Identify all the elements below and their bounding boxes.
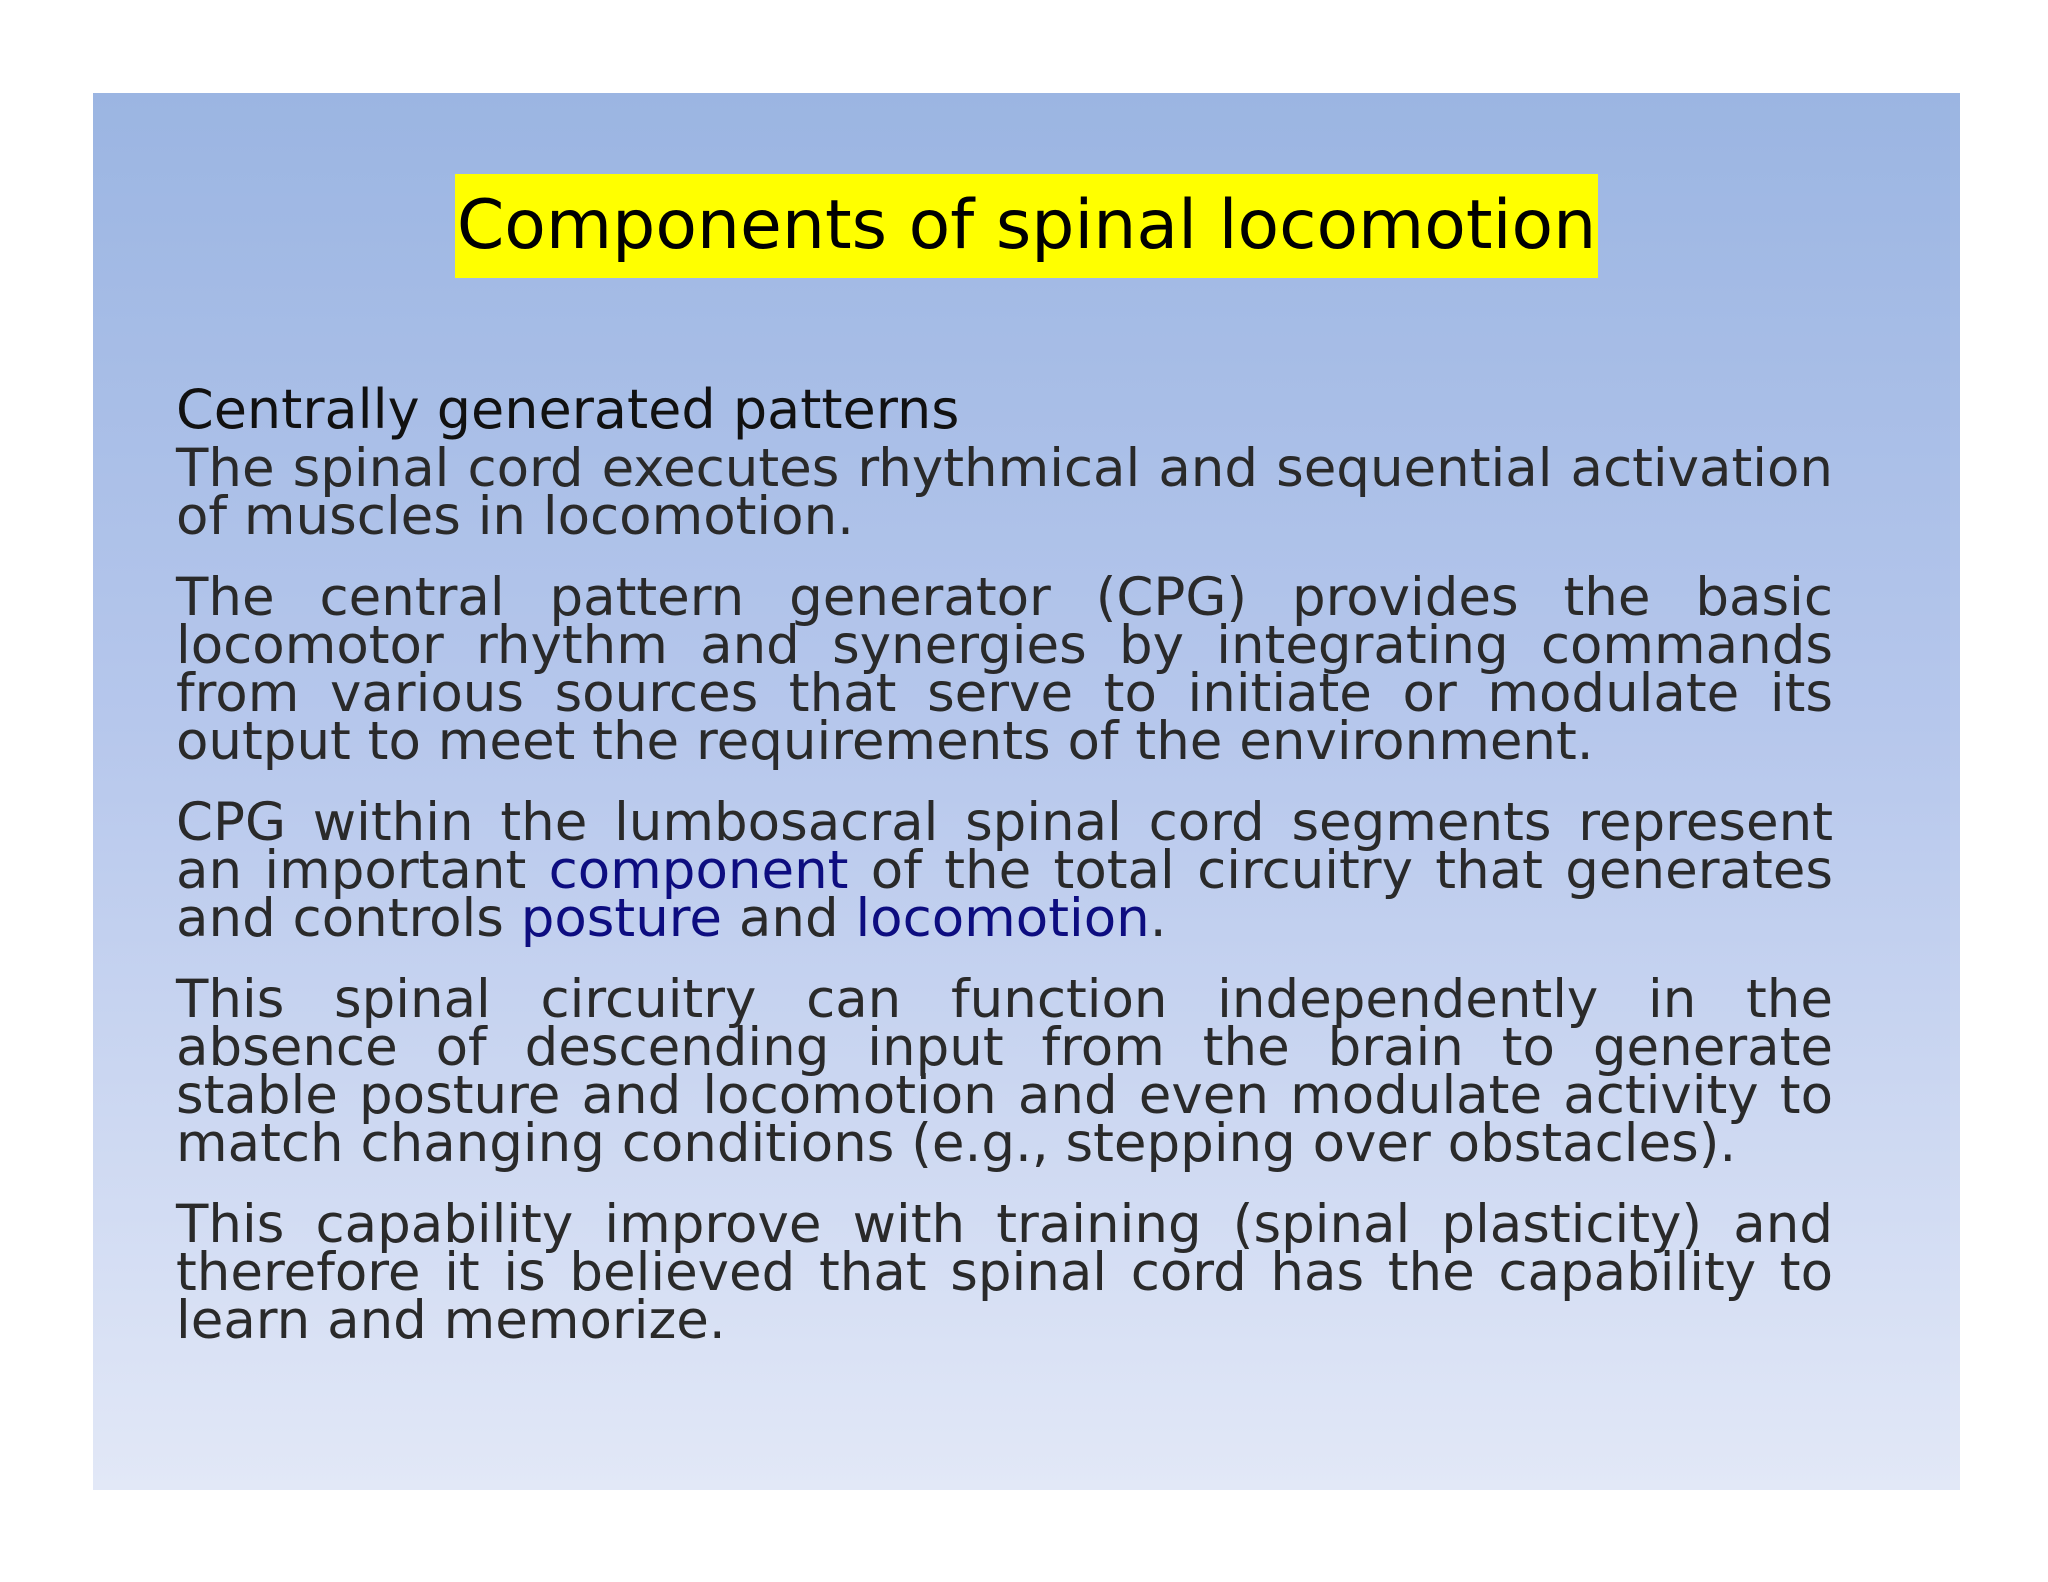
link-component[interactable]: component — [548, 840, 849, 901]
paragraph-cpg-lumbosacral — [176, 792, 1833, 949]
paragraph-independent-function: This spinal circuitry can function independently in the absence of descending input from the brain to generate stable posture and locomotion and even modulate activity to match changing conditions (e.g., stepping over obstacles). — [176, 969, 1833, 1174]
paragraph-spinal-cord: The spinal cord executes rhythmical and sequential activation of muscles in locomotion. — [176, 438, 1833, 547]
paragraph-text: CPG within the lumbosacral spinal cord segments represent an important — [176, 792, 1833, 901]
slide-body — [176, 378, 1833, 1378]
paragraph-text: of the total circuitry that generates and controls — [176, 840, 1833, 949]
link-posture[interactable]: posture — [520, 888, 723, 949]
slide-title: Components of spinal locomotion — [455, 174, 1598, 278]
paragraph-plasticity: This capability improve with training (spinal plasticity) and therefore it is believed that spinal cord has the capability to learn and memorize. — [176, 1194, 1833, 1351]
paragraph-text: and — [722, 888, 856, 949]
title-container — [93, 174, 1960, 278]
paragraph-cpg-definition: The central pattern generator (CPG) provides the basic locomotor rhythm and synergies by integrating commands from various sources that serve to initiate or modulate its output to meet the requirements of the environment. — [176, 567, 1833, 772]
subheading: Centrally generated patterns — [176, 378, 960, 441]
paragraph-text: . — [1149, 888, 1167, 949]
slide — [93, 93, 1960, 1490]
link-locomotion[interactable]: locomotion — [855, 888, 1150, 949]
